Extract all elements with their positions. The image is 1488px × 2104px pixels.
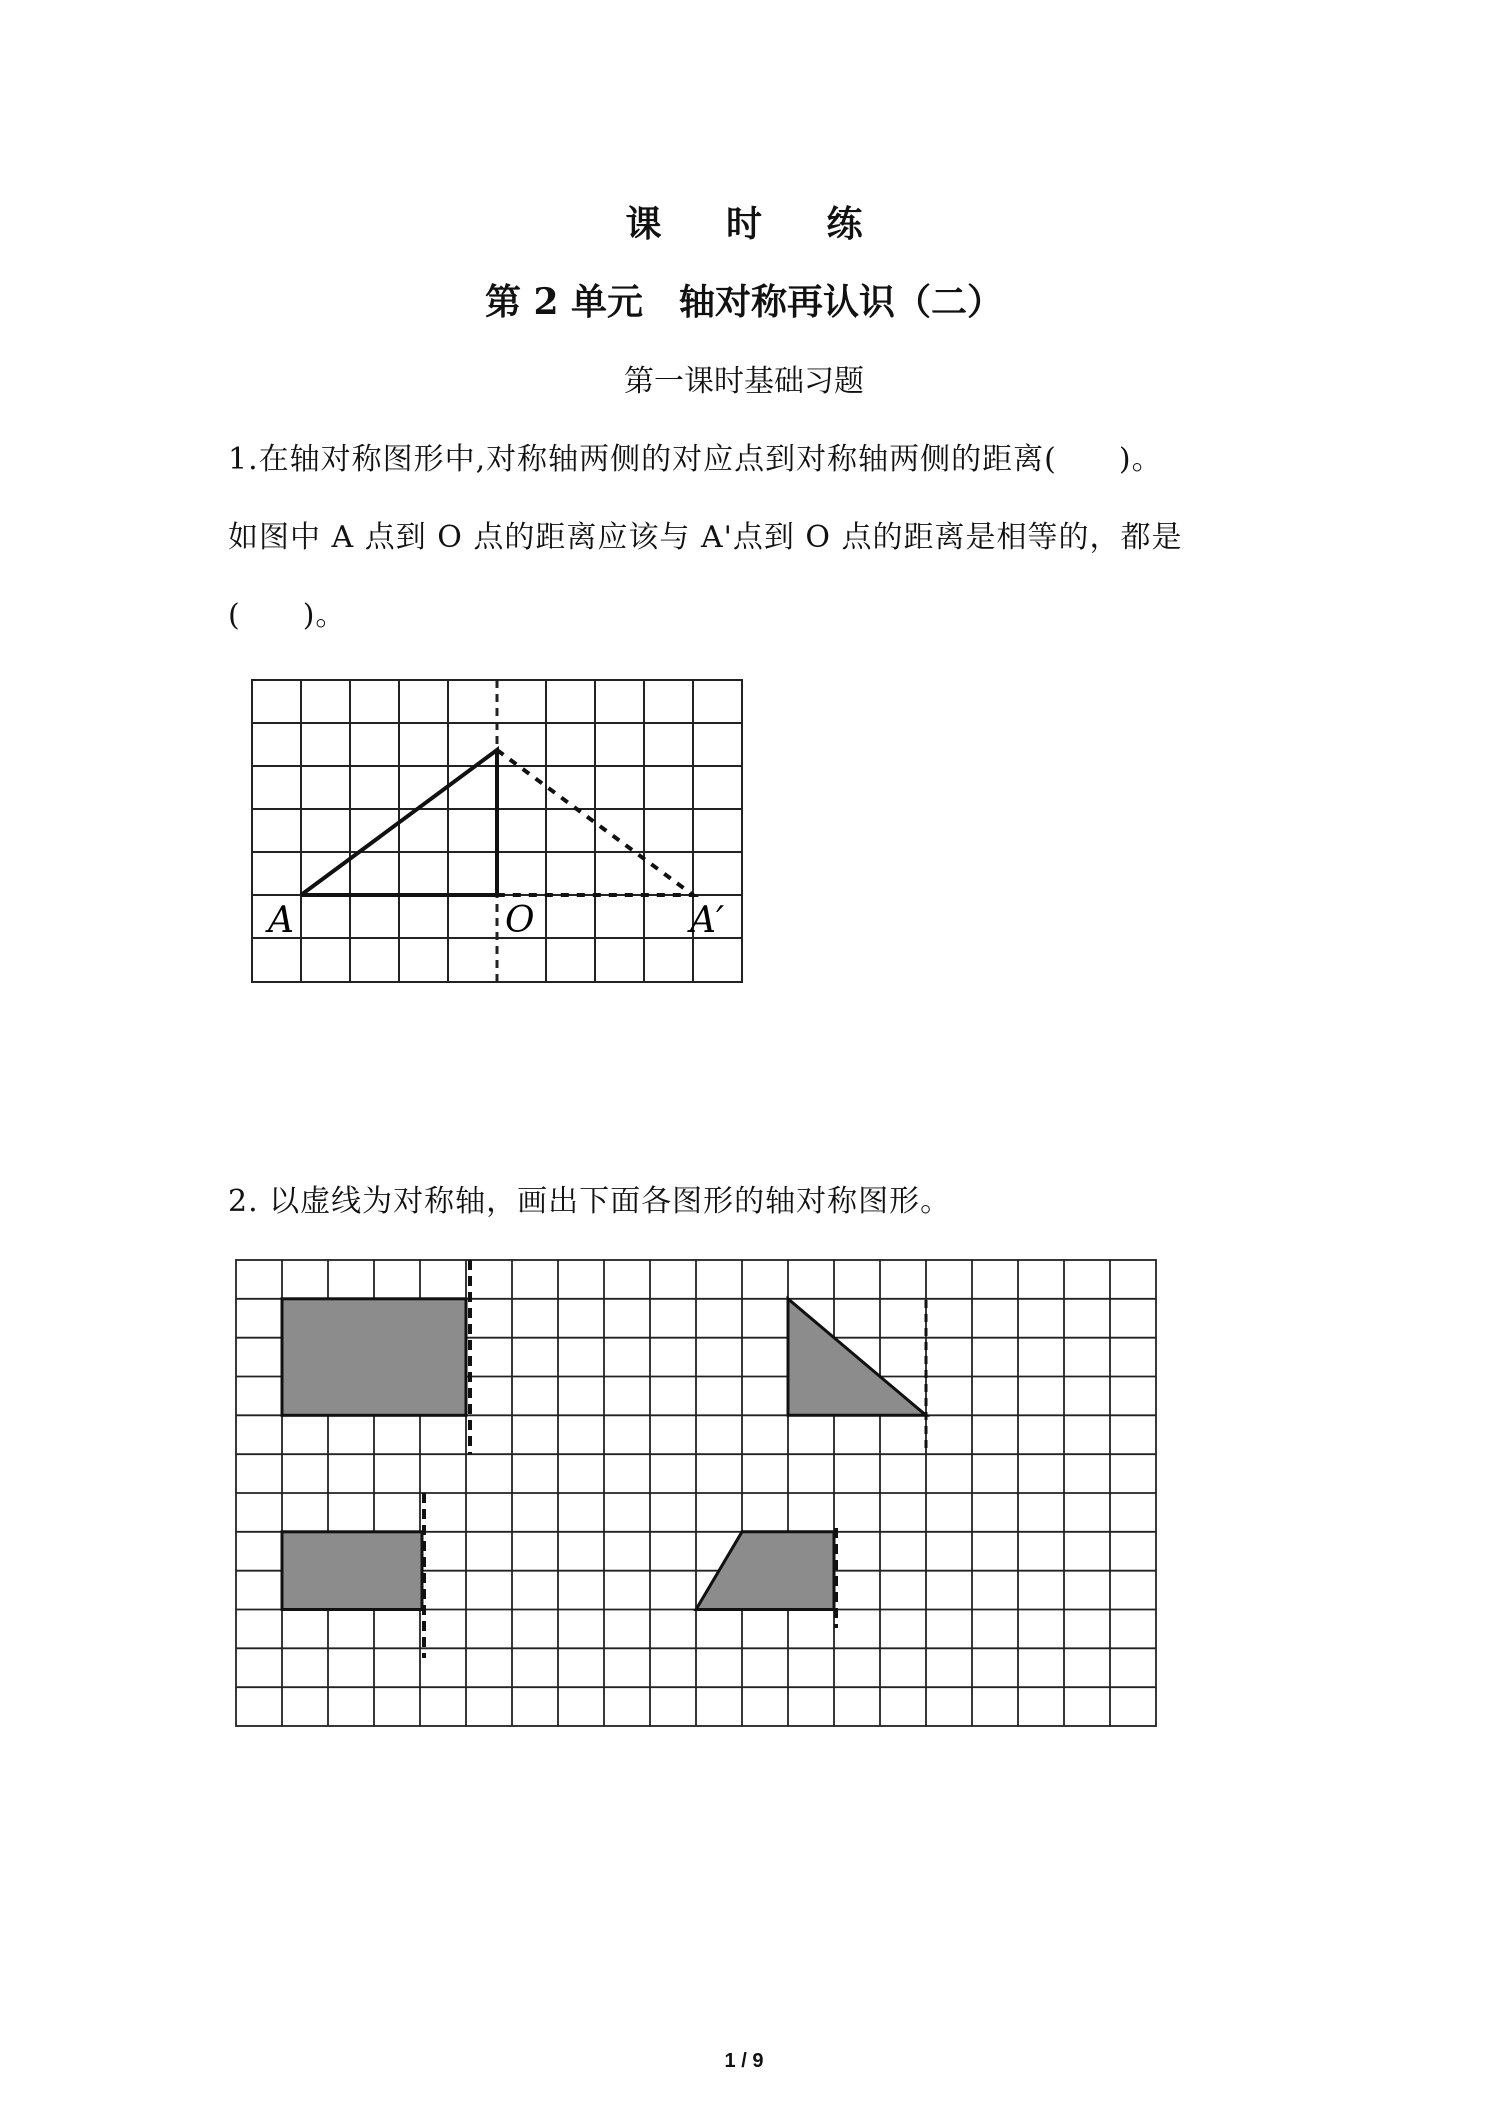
question1-line1: 1.在轴对称图形中,对称轴两侧的对应点到对称轴两侧的距离( )。 xyxy=(228,442,1163,477)
unit-heading: 第 2 单元 轴对称再认识（二） xyxy=(484,281,1004,323)
question1-figure xyxy=(250,678,750,990)
question1-line2: 如图中 A 点到 O 点的距离应该与 A'点到 O 点的距离是相等的，都是 xyxy=(228,520,1183,555)
question1-line3: ( )。 xyxy=(228,598,347,633)
question2-figure xyxy=(234,1258,1162,1732)
shape-right-triangle xyxy=(788,1299,926,1416)
lesson-subtitle: 第一课时基础习题 xyxy=(624,364,864,399)
label-o: O xyxy=(505,900,535,941)
page-number: 1 / 9 xyxy=(724,2050,764,2072)
label-a-prime: A′ xyxy=(690,900,725,941)
page-title: 课 时 练 xyxy=(625,203,889,245)
shape-rectangle-large xyxy=(282,1299,466,1416)
label-a: A xyxy=(268,900,294,941)
shape-rectangle-small xyxy=(282,1532,422,1610)
question2-text: 2. 以虚线为对称轴，画出下面各图形的轴对称图形。 xyxy=(228,1184,952,1219)
